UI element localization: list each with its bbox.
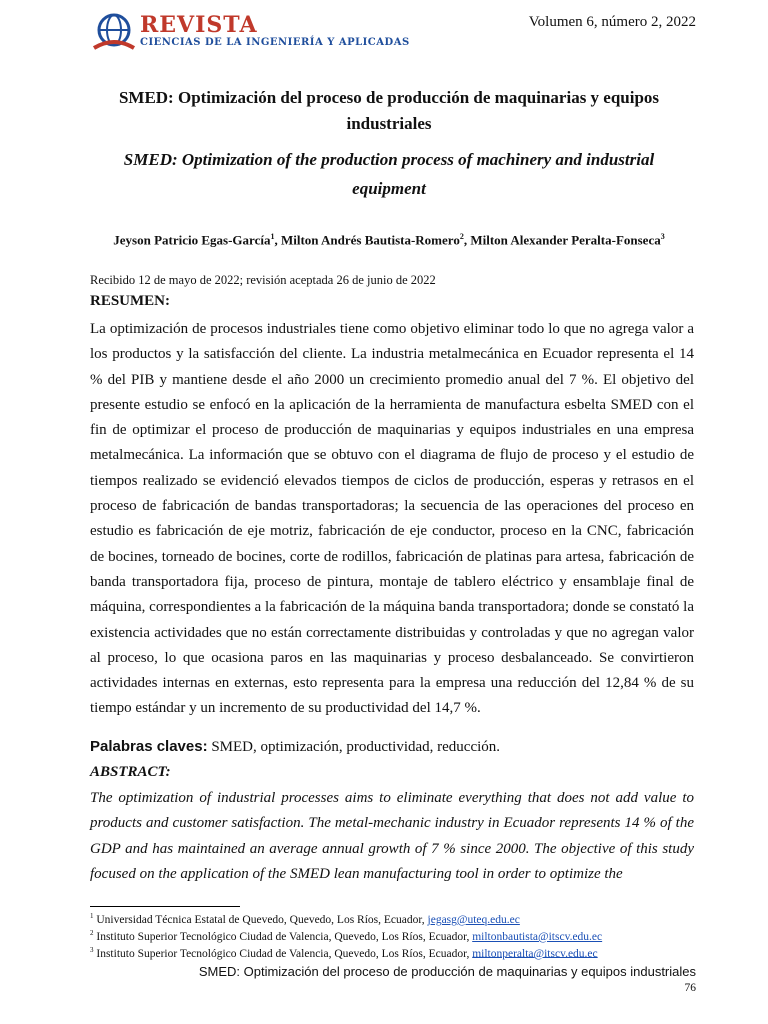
author-name: Milton Andrés Bautista-Romero [280,232,460,248]
author-list: Jeyson Patricio Egas-García$^1$, Milton Andrés Bautista-Romero$^2$, Milton Alexander Peralta-Fonseca$^3$ [113,232,665,248]
author-affil: 1 [270,232,275,241]
title-spanish: SMED: Optimización del proceso de producción de maquinarias y equipos industriales [118,88,660,133]
author-affil: 3 [660,232,665,241]
footnotes [90,910,602,960]
resumen-text: La optimización de procesos industriales tiene como objetivo eliminar todo lo que no agrega valor a los productos y la satisfacción del cliente. La industria metalmecánica en Ecuador representa el 14 % del PIB y mantiene desde el año 2000 un crecimiento promedio anual del 7 %. El objetivo del presente estudio se enfocó en la aplicación de la herramienta de manufactura esbelta SMED con el fin de optimizar el proceso de producción de maquinarias y equipos industriales en una empresa metalmecánica. La información que se obtuvo con el diagrama de flujo de proceso y el estudio de tiempos realizado se evidenció elevados tiempos de ciclos de producción, esperas y retrasos en el proceso de fabricación de bandas transportadoras; la secuencia de las operaciones del proceso en estudio es fabricación de eje motriz, fabricación de eje conductor, proceso en la CNC, fabricación de bocines, torneado de bocines, corte de rodillos, fabricación de platinas para artesa, fabricación de banda transportadora fija, proceso de pintura, montaje de tablero eléctrico y ensamblaje final de máquina, correspondientes a la fabricación de la máquina banda transportadora; donde se constató la existencia actividades que no están correctamente distribuidas y controladas y que no agregan valor al proceso, lo que ocasiona paros en las maquinarias y proceso desbalanceado. Se convirtieron actividades internas en externas, esto representa para la empresa una reducción del 12,84 % de su tiempo estándar y un incremento de su productividad del 14,7 %. [90,321,694,717]
email-link[interactable]: miltonbautista@itscv.edu.ec [472,930,603,943]
email-link[interactable]: jegasg@uteq.edu.ec [427,913,520,926]
running-title: SMED: Optimización del proceso de producción de maquinarias y equipos industriales [198,964,696,979]
keywords-label: Palabras claves: [90,738,208,755]
globe-icon [92,10,136,54]
abstract-text: The optimization of industrial processes aims to eliminate everything that does not add value to products and customer satisfaction. The metal-mechanic industry in Ecuador represents 14 % of the GDP and has maintained an average annual growth of 7 % since 2000. The objective of this study focused on the application of the SMED lean manufacturing tool in order to optimize the [90,790,694,882]
footnote: $^2$ Instituto Superior Tecnológico Ciudad de Valencia, Quevedo, Los Ríos, Ecuador, miltonbautista@itscv.edu.ec [90,928,603,943]
footnote-divider [90,906,240,907]
abstract-heading: ABSTRACT: [90,764,171,780]
footnote: $^1$ Universidad Técnica Estatal de Quevedo, Quevedo, Los Ríos, Ecuador, jegasg@uteq.edu.ec [90,912,520,926]
volume-info: Volumen 6, número 2, 2022 [528,14,696,30]
keywords-value: SMED, optimización, productividad, reducción. [211,739,501,755]
author-name: Milton Alexander Peralta-Fonseca [470,232,661,248]
logo-subtitle: CIENCIAS DE LA INGENIERÍA Y APLICADAS [140,37,410,48]
resumen-heading: RESUMEN: [90,293,171,309]
author-affil: 2 [459,232,464,241]
received-dates: Recibido 12 de mayo de 2022; revisión aceptada 26 de junio de 2022 [90,273,436,287]
author-name: Jeyson Patricio Egas-García [113,232,271,248]
keywords [90,738,500,756]
title-english: SMED: Optimization of the production process of machinery and industrial equipment [123,150,655,198]
footnote: $^3$ Instituto Superior Tecnológico Ciudad de Valencia, Quevedo, Los Ríos, Ecuador, miltonperalta@itscv.edu.ec [90,945,598,960]
journal-logo [92,10,432,56]
page-number: 76 [684,982,696,994]
email-link[interactable]: miltonperalta@itscv.edu.ec [472,947,598,960]
logo-title: REVISTA [140,12,258,38]
